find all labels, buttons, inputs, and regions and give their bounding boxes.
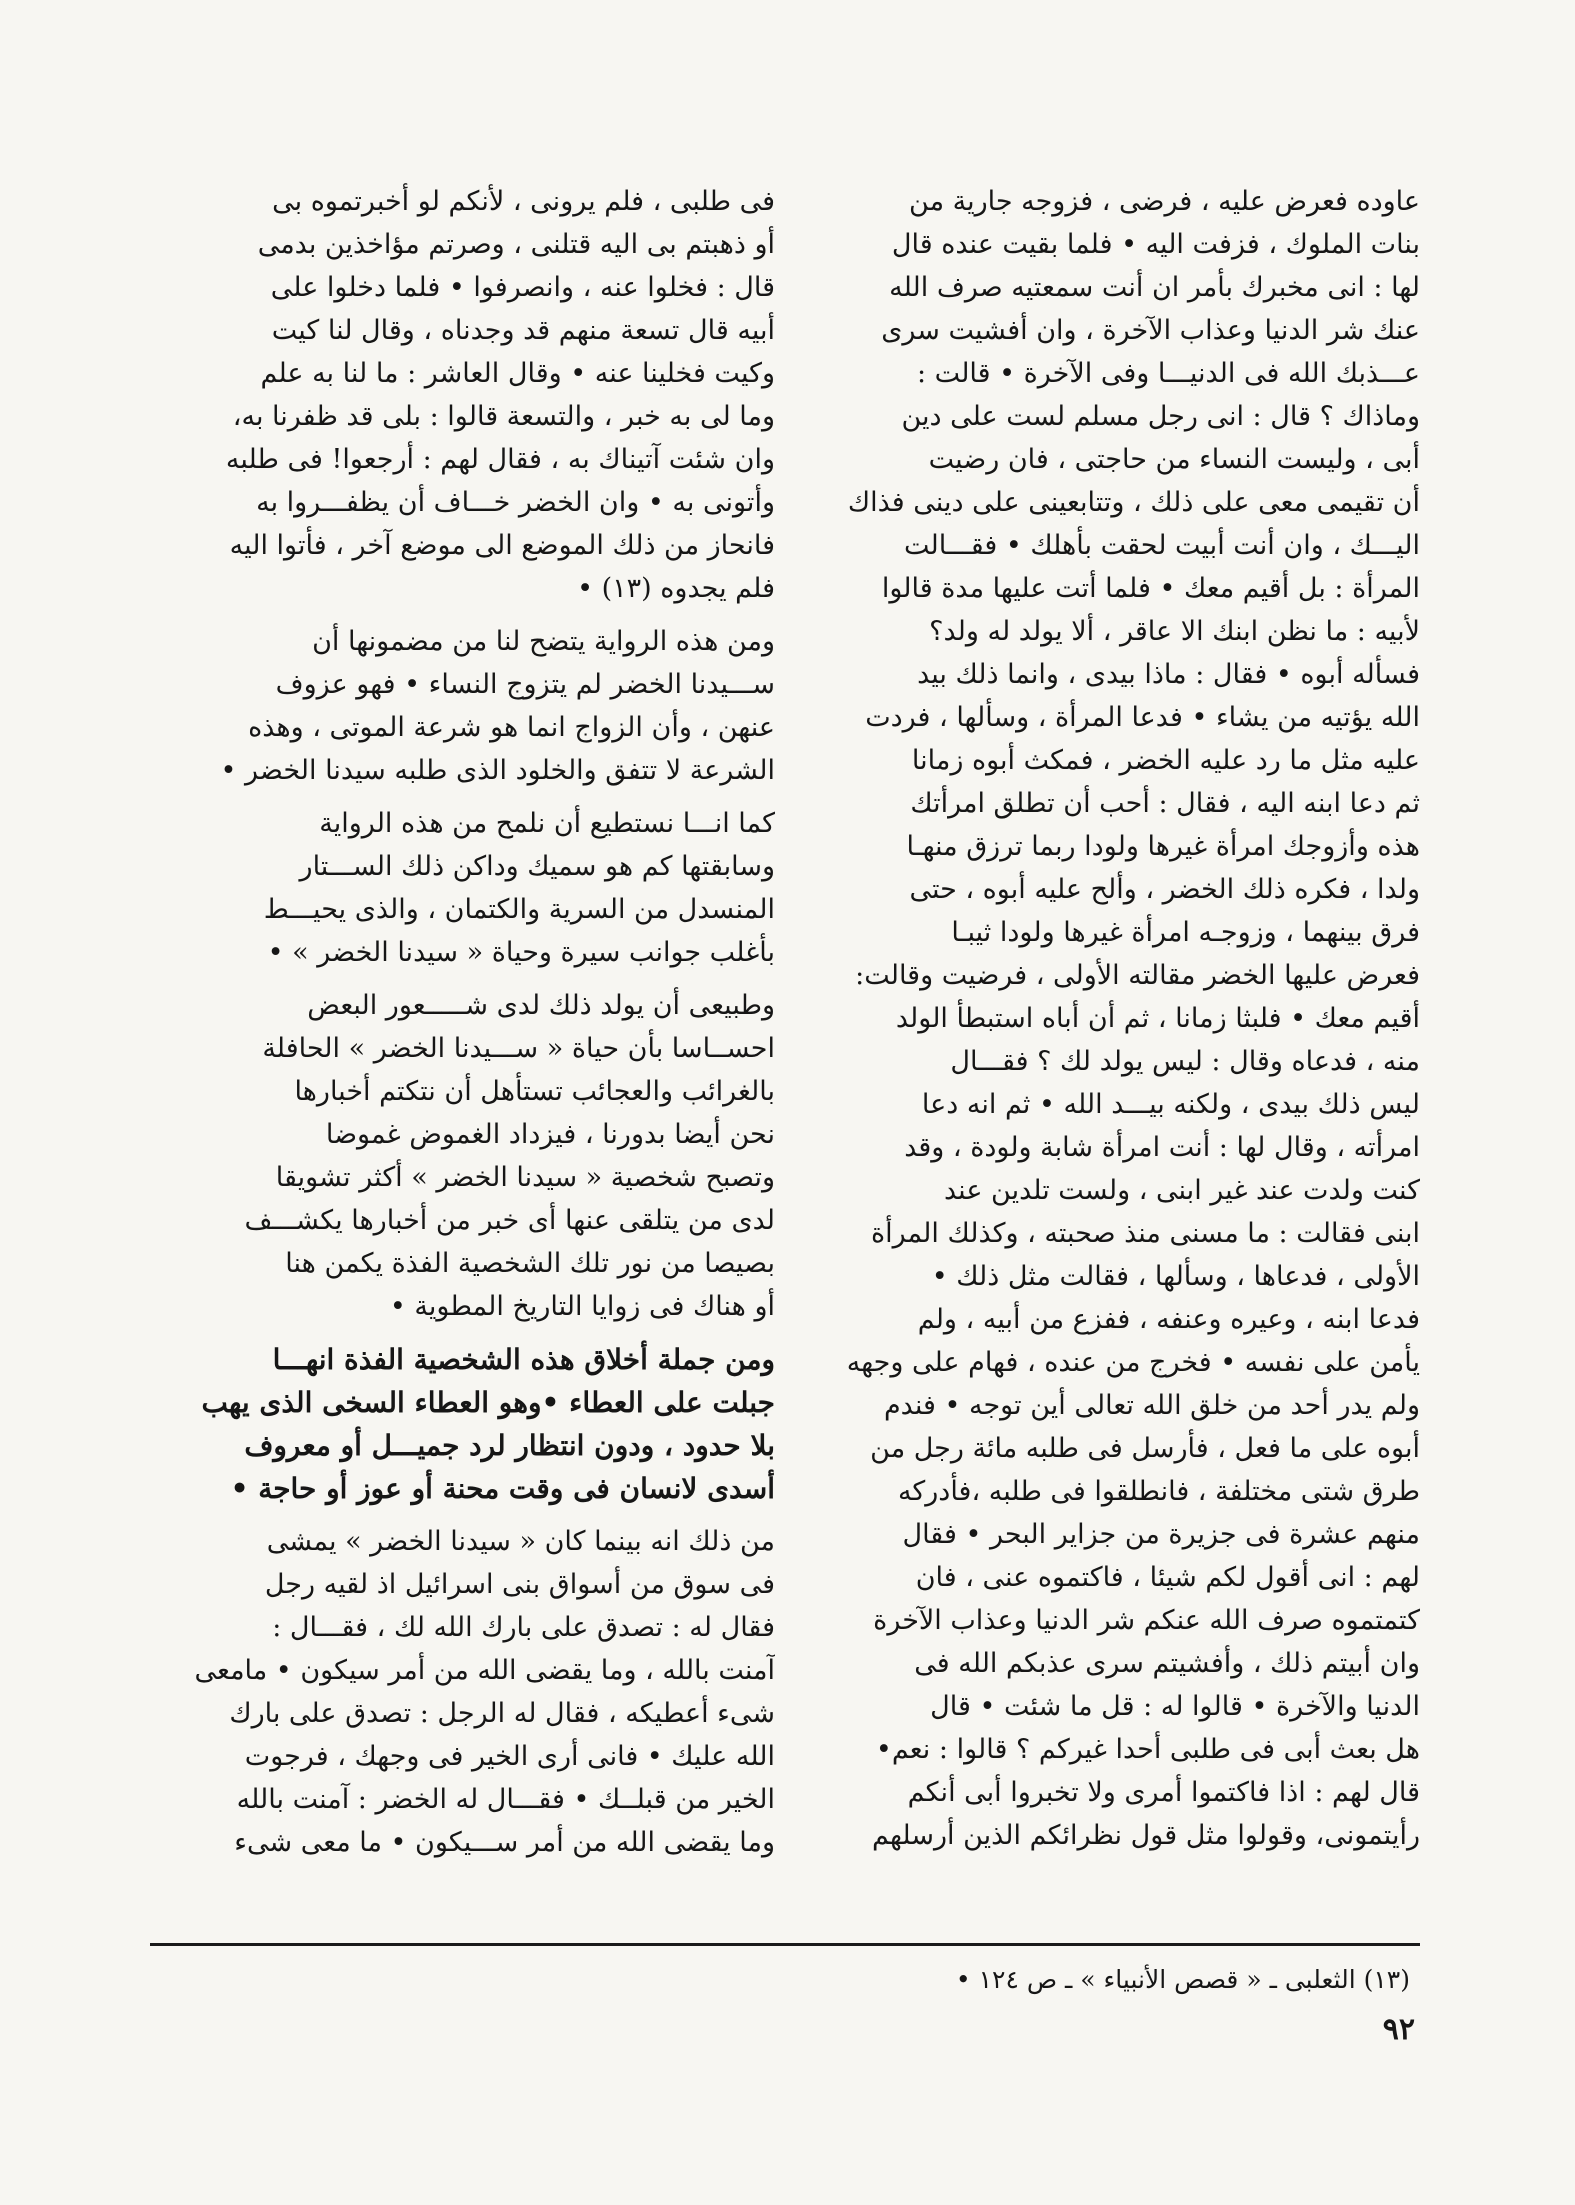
- text-line: عـــذبك الله فى الدنيـــا وفى الآخرة • قالت :: [917, 358, 1420, 389]
- text-line: بنات الملوك ، فزفت اليه • فلما بقيت عنده قال: [891, 229, 1420, 260]
- text-line: وتصبح شخصية « سيدنا الخضر » أكثر تشويقا: [275, 1162, 775, 1193]
- text-line: ابنى فقالت : ما مسنى منذ صحبته ، وكذلك المرأة: [871, 1218, 1420, 1249]
- paragraph-gap: [180, 610, 775, 620]
- text-line: طرق شتى مختلفة ، فانطلقوا فى طلبه ،فأدركه: [897, 1476, 1420, 1507]
- text-line: لهم : انى أقول لكم شيئا ، فاكتموه عنى ، فان: [915, 1562, 1420, 1593]
- text-line: الخير من قبلــك • فقـــال له الخضر : آمنت بالله: [236, 1784, 775, 1815]
- text-line: ليس ذلك بيدى ، ولكنه بيـــد الله • ثم انه دعا: [921, 1089, 1420, 1120]
- text-line: عاوده فعرض عليه ، فرضى ، فزوجه جارية من: [909, 186, 1420, 217]
- text-line: فلم يجدوه (١٣) •: [577, 573, 775, 604]
- text-line: وما لى به خبر ، والتسعة قالوا : بلى قد ظفرنا به،: [232, 401, 775, 432]
- text-line: ســـيدنا الخضر لم يتزوج النساء • فهو عزوف: [275, 669, 775, 700]
- text-line: بلا حدود ، ودون انتظار لرد جميـــل أو معروف: [244, 1429, 775, 1462]
- text-line: وسابقتها كم هو سميك وداكن ذلك الســـتار: [299, 851, 775, 882]
- text-line: فقال له : تصدق على بارك الله لك ، فقـــال :: [272, 1612, 775, 1643]
- text-line: الله عليك • فانى أرى الخير فى وجهك ، فرجوت: [244, 1741, 775, 1772]
- text-line: يأمن على نفسه • فخرج من عنده ، فهام على وجهه: [846, 1347, 1420, 1378]
- text-line: أن تقيمى معى على ذلك ، وتتابعينى على دينى فذاك: [847, 487, 1420, 518]
- text-line: أو هناك فى زوايا التاريخ المطوية •: [389, 1291, 775, 1322]
- text-line: ومن هذه الرواية يتضح لنا من مضمونها أن: [312, 626, 775, 657]
- text-line: ومن جملة أخلاق هذه الشخصية الفذة انهـــا: [272, 1343, 775, 1376]
- text-line: قال لهم : اذا فاكتموا أمرى ولا تخبروا أبى أنكم: [907, 1777, 1420, 1808]
- text-line: كما انـــا نستطيع أن نلمح من هذه الرواية: [319, 808, 775, 839]
- text-line: المرأة : بل أقيم معك • فلما أتت عليها مدة قالوا: [881, 573, 1420, 604]
- text-line: من ذلك انه بينما كان « سيدنا الخضر » يمشى: [266, 1526, 775, 1557]
- text-line: أسدى لانسان فى وقت محنة أو عوز أو حاجة •: [230, 1472, 775, 1505]
- text-line: نحن أيضا بدورنا ، فيزداد الغموض غموضا: [325, 1119, 775, 1150]
- text-line: الأولى ، فدعاها ، وسألها ، فقالت مثل ذلك •: [931, 1261, 1420, 1292]
- text-line: عنهن ، وأن الزواج انما هو شرعة الموتى ، وهذه: [248, 712, 775, 743]
- paragraph-gap: [180, 792, 775, 802]
- text-line: الشرعة لا تتفق والخلود الذى طلبه سيدنا الخضر •: [220, 755, 775, 786]
- text-line: شىء أعطيكه ، فقال له الرجل : تصدق على بارك: [229, 1698, 775, 1729]
- text-line: فرق بينهما ، وزوجـه امرأة غيرها ولودا ثيبـا: [951, 917, 1420, 948]
- paragraph-gap: [180, 1510, 775, 1520]
- text-line: منه ، فدعاه وقال : ليس يولد لك ؟ فقـــال: [950, 1046, 1420, 1077]
- text-line: ثم دعا ابنه اليه ، فقال : أحب أن تطلق امرأتك: [910, 788, 1420, 819]
- text-line: الله يؤتيه من يشاء • فدعا المرأة ، وسألها ، فردت: [865, 702, 1420, 733]
- text-line: لها : انى مخبرك بأمر ان أنت سمعتيه صرف الله: [889, 272, 1420, 303]
- text-line: فى سوق من أسواق بنى اسرائيل اذ لقيه رجل: [264, 1569, 775, 1600]
- text-line: أبيه قال تسعة منهم قد وجدناه ، وقال لنا كيت: [271, 315, 775, 346]
- text-line: جبلت على العطاء •وهو العطاء السخى الذى يهب: [201, 1386, 775, 1419]
- text-line: رأيتمونى، وقولوا مثل قول نظرائكم الذين أرسلهم: [871, 1820, 1420, 1851]
- text-line: وكيت فخلينا عنه • وقال العاشر : ما لنا به علم: [260, 358, 775, 389]
- right-column: [825, 180, 1420, 1857]
- text-line: بالغرائب والعجائب تستأهل أن نتكتم أخبارها: [294, 1076, 775, 1107]
- text-line: اليـــك ، وان أنت أبيت لحقت بأهلك • فقـــالت: [904, 530, 1420, 561]
- text-line: الدنيا والآخرة • قالوا له : قل ما شئت • قال: [930, 1691, 1420, 1722]
- text-line: لأبيه : ما نظن ابنك الا عاقر ، ألا يولد له ولد؟: [929, 616, 1420, 647]
- text-line: ولدا ، فكره ذلك الخضر ، وألح عليه أبوه ، حتى: [909, 874, 1420, 905]
- footnote: (١٣) الثعلبى ـ « قصص الأنبياء » ـ ص ١٢٤ •: [955, 1965, 1410, 1994]
- text-line: فدعا ابنه ، وعيره وعنفه ، ففزع من أبيه ، ولم: [917, 1304, 1420, 1335]
- text-line: بأغلب جوانب سيرة وحياة « سيدنا الخضر » •: [267, 937, 775, 968]
- text-line: أقيم معك • فلبثا زمانا ، ثم أن أباه استبطأ الولد: [895, 1003, 1420, 1034]
- text-line: هذه وأزوجك امرأة غيرها ولودا ربما ترزق منهـا: [906, 831, 1420, 862]
- text-line: وما يقضى الله من أمر ســـيكون • ما معى شىء: [234, 1827, 775, 1858]
- text-line: قال : فخلوا عنه ، وانصرفوا • فلما دخلوا على: [270, 272, 775, 303]
- text-line: امرأته ، وقال لها : أنت امرأة شابة ولودة ، وقد: [904, 1132, 1420, 1163]
- left-column: [180, 180, 775, 1864]
- text-line: ولم يدر أحد من خلق الله تعالى أين توجه • فندم: [883, 1390, 1420, 1421]
- text-line: كتمتموه صرف الله عنكم شر الدنيا وعذاب الآخرة: [873, 1605, 1420, 1636]
- text-line: وان أبيتم ذلك ، وأفشيتم سرى عذبكم الله فى: [914, 1648, 1420, 1679]
- footnote-divider: [150, 1943, 1420, 1946]
- text-line: كنت ولدت عند غير ابنى ، ولست تلدين عند: [944, 1175, 1420, 1206]
- text-line: فسأله أبوه • فقال : ماذا بيدى ، وانما ذلك بيد: [917, 659, 1420, 690]
- paragraph-gap: [180, 1328, 775, 1338]
- text-line: أبوه على ما فعل ، فأرسل فى طلبه مائة رجل من: [870, 1433, 1420, 1464]
- text-line: عليه مثل ما رد عليه الخضر ، فمكث أبوه زمانا: [911, 745, 1420, 776]
- text-line: أبى ، وليست النساء من حاجتى ، فان رضيت: [928, 444, 1420, 475]
- text-line: عنك شر الدنيا وعذاب الآخرة ، وان أفشيت سرى: [881, 315, 1420, 346]
- text-line: فى طلبى ، فلم يرونى ، لأنكم لو أخبرتموه بى: [272, 186, 775, 217]
- text-line: المنسدل من السرية والكتمان ، والذى يحيـــط: [263, 894, 775, 925]
- paragraph-gap: [180, 974, 775, 984]
- text-line: لدى من يتلقى عنها أى خبر من أخبارها يكشـــف: [244, 1205, 775, 1236]
- text-line: احســاسا بأن حياة « ســـيدنا الخضر » الحافلة: [262, 1033, 775, 1064]
- text-line: وان شئت آتيناك به ، فقال لهم : أرجعوا! فى طلبه: [225, 444, 775, 475]
- text-line: وأتونى به • وان الخضر خـــاف أن يظفـــروا به: [256, 487, 775, 518]
- page-number: ٩٢: [1382, 2012, 1415, 2047]
- text-line: أو ذهبتم بى اليه قتلنى ، وصرتم مؤاخذين بدمى: [257, 229, 775, 260]
- text-line: بصيصا من نور تلك الشخصية الفذة يكمن هنا: [285, 1248, 775, 1279]
- text-line: آمنت بالله ، وما يقضى الله من أمر سيكون • مامعى: [194, 1655, 775, 1686]
- text-line: هل بعث أبى فى طلبى أحدا غيركم ؟ قالوا : نعم•: [875, 1734, 1420, 1765]
- text-line: فانحاز من ذلك الموضع الى موضع آخر ، فأتوا اليه: [229, 530, 775, 561]
- text-line: فعرض عليها الخضر مقالته الأولى ، فرضيت وقالت:: [855, 960, 1420, 991]
- text-line: وطبيعى أن يولد ذلك لدى شـــــعور البعض: [307, 990, 775, 1021]
- text-line: منهم عشرة فى جزيرة من جزاير البحر • فقال: [902, 1519, 1420, 1550]
- text-line: وماذاك ؟ قال : انى رجل مسلم لست على دين: [901, 401, 1420, 432]
